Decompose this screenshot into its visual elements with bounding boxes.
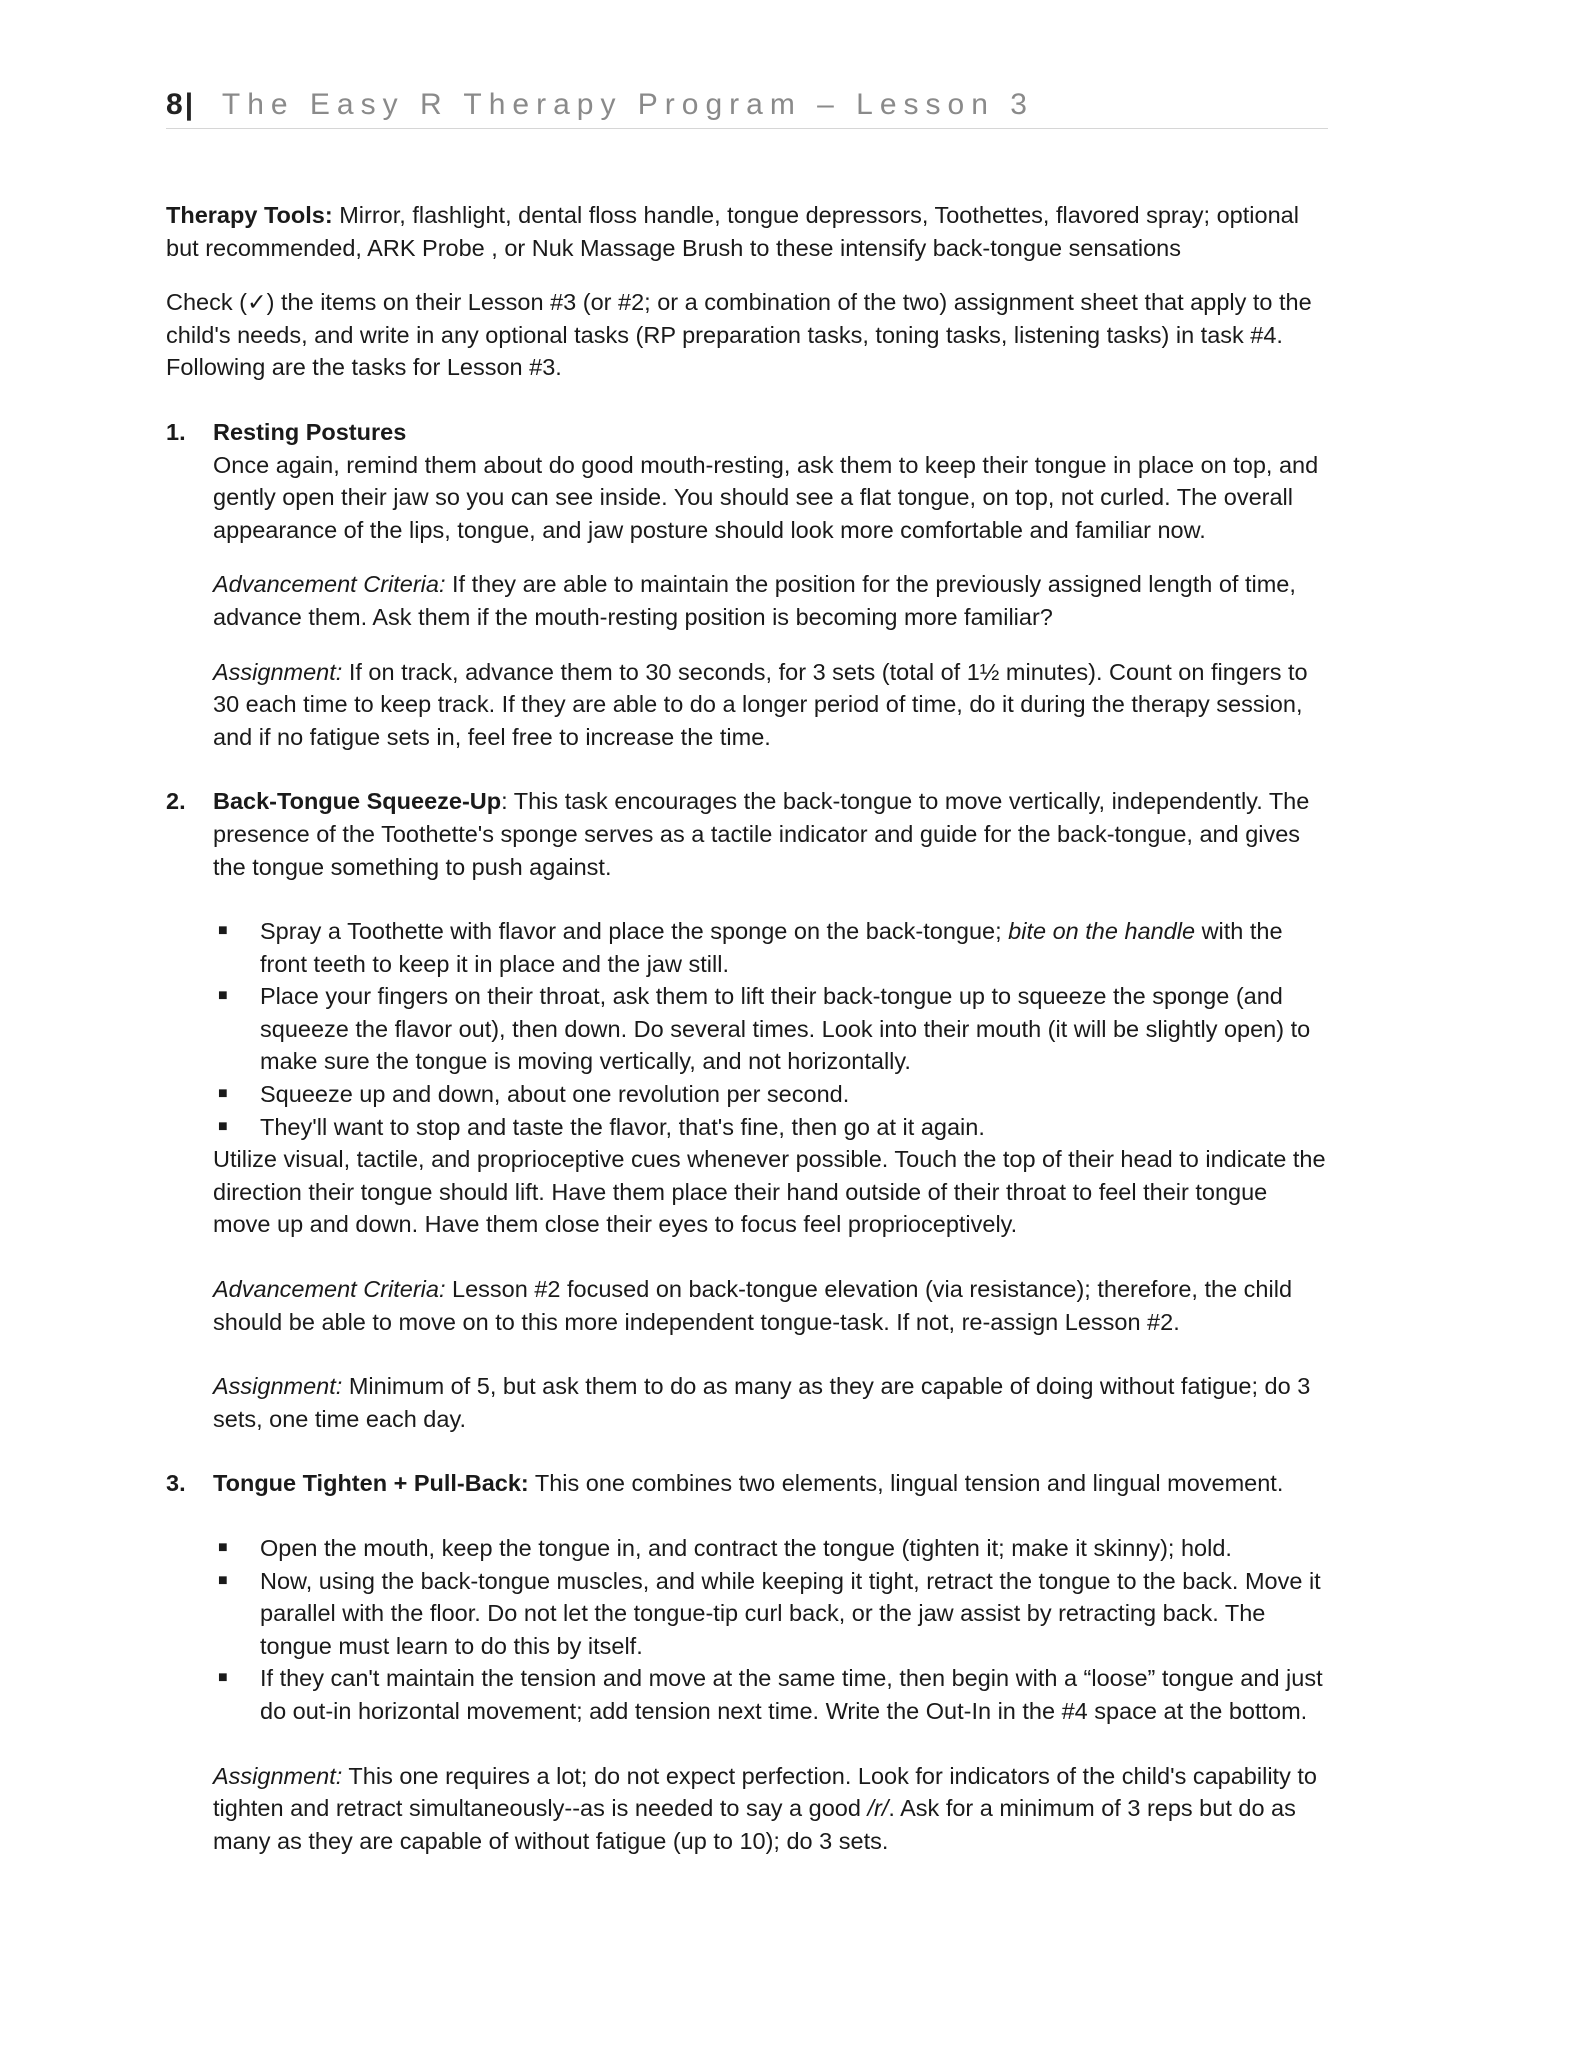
assignment xyxy=(213,1760,1328,1858)
bullet-icon: ■ xyxy=(218,987,228,1005)
assignment-text-cont: . Ask for a minimum of 3 reps but do as many as they are capable of without fatigue (up to 10); do 3 sets. xyxy=(213,1795,1296,1854)
therapy-tools-paragraph xyxy=(166,199,1328,264)
list-item xyxy=(213,915,1328,980)
bullet-icon: ■ xyxy=(218,1085,228,1103)
bullet-icon: ■ xyxy=(218,1117,228,1135)
page-content xyxy=(166,199,1328,1889)
list-item xyxy=(213,1078,1328,1111)
section-resting-postures xyxy=(166,416,1328,753)
bullet-icon: ■ xyxy=(218,922,228,940)
assignment-text: If on track, advance them to 30 seconds, for 3 sets (total of 1½ minutes). Count on fingers to 30 each time to keep track. If they are able to do a longer period of time, do it during the therapy session, and if no fatigue sets in, feel free to increase the time. xyxy=(213,658,1308,750)
section-intro xyxy=(213,1467,1328,1500)
criteria-text: If they are able to maintain the position for the previously assigned length of time, advance them. Ask them if the mouth-resting position is becoming more familiar? xyxy=(213,571,1296,630)
emphasis-text: bite on the handle xyxy=(1008,918,1196,945)
assignment-label: Assignment: xyxy=(213,1762,343,1789)
heading-colon: : xyxy=(501,788,508,815)
section-heading: Back-Tongue Squeeze-Up xyxy=(213,788,502,815)
bullet-text: Spray a Toothette with flavor and place the sponge on the back-tongue; xyxy=(260,918,1002,945)
page-number: 8 xyxy=(166,88,185,121)
section-tongue-tighten-pull-back xyxy=(166,1467,1328,1857)
section-intro xyxy=(213,785,1328,883)
bullet-text-cont: with the front teeth to keep it in place and the jaw still. xyxy=(260,918,1283,977)
section-heading: Resting Postures xyxy=(213,418,407,445)
section-number: 2. xyxy=(166,788,186,815)
cues-paragraph: Utilize visual, tactile, and proprioceptive cues whenever possible. Touch the top of their head to indicate the direction their tongue should lift. Have them place their hand outside of their throat to feel their tongue move up and down. Have them close their eyes to focus feel proprioceptively. xyxy=(213,1146,1326,1238)
bullet-text: Now, using the back-tongue muscles, and while keeping it tight, retract the tongue to the back. Move it parallel with the floor. Do not let the tongue-tip curl back, or the jaw assist by retracting back. The tongue must learn to do this by itself. xyxy=(260,1567,1321,1659)
advancement-criteria xyxy=(213,568,1328,633)
section-body: Once again, remind them about do good mouth-resting, ask them to keep their tongue in place on top, and gently open their jaw so you can see inside. You should see a flat tongue, on top, not curled. The overall appearance of the lips, tongue, and jaw posture should look more comfortable and familiar now. xyxy=(213,451,1319,543)
criteria-label: Advancement Criteria: xyxy=(213,1276,446,1303)
bullet-text: They'll want to stop and taste the flavor, that's fine, then go at it again. xyxy=(260,1113,985,1140)
page-header xyxy=(166,88,1328,129)
bullet-list xyxy=(213,915,1328,1143)
bullet-icon: ■ xyxy=(218,1539,228,1556)
section-number: 3. xyxy=(166,1470,186,1497)
check-instructions: Check (✓) the items on their Lesson #3 (or #2; or a combination of the two) assignment sheet that apply to the child's needs, and write in any optional tasks (RP preparation tasks, toning tasks, listening tasks) in task #4. Following are the tasks for Lesson #3. xyxy=(166,289,1312,381)
phoneme-r: /r/ xyxy=(867,1795,889,1822)
bullet-text: Squeeze up and down, about one revolution per second. xyxy=(260,1081,850,1108)
list-item xyxy=(213,1532,1328,1565)
assignment xyxy=(213,1370,1328,1435)
advancement-criteria xyxy=(213,1273,1328,1338)
bullet-list xyxy=(213,1532,1328,1728)
assignment xyxy=(213,656,1328,754)
assignment-label: Assignment: xyxy=(213,1373,343,1400)
section-intro-text: This task encourages the back-tongue to move vertically, independently. The presence of the Toothette's sponge serves as a tactile indicator and guide for the back-tongue, and gives the tongue something to push against. xyxy=(213,788,1310,880)
bullet-text: Place your fingers on their throat, ask them to lift their back-tongue up to squeeze the sponge (and squeeze the flavor out), then down. Do several times. Look into their mouth (it will be slightly open) to make sure the tongue is moving vertically, and not horizontally. xyxy=(260,983,1311,1075)
list-item xyxy=(213,980,1328,1078)
section-number: 1. xyxy=(166,418,186,445)
section-heading: Tongue Tighten + Pull-Back: xyxy=(213,1470,529,1497)
therapy-tools-label: Therapy Tools: xyxy=(166,202,333,228)
criteria-label: Advancement Criteria: xyxy=(213,571,446,598)
section-back-tongue-squeeze-up xyxy=(166,785,1328,1435)
bullet-text: Open the mouth, keep the tongue in, and contract the tongue (tighten it; make it skinny); hold. xyxy=(260,1535,1232,1561)
bullet-icon: ■ xyxy=(218,1669,228,1687)
list-item xyxy=(213,1565,1328,1663)
therapy-tools-text: Mirror, flashlight, dental floss handle, tongue depressors, Toothettes, flavored spray; optional but recommended, ARK Probe , or Nuk Massage Brush to these intensify back-tongue sensations xyxy=(166,202,1299,261)
document-title: The Easy R Therapy Program – Lesson 3 xyxy=(221,88,1034,121)
assignment-label: Assignment: xyxy=(213,658,343,685)
list-item xyxy=(213,1662,1328,1727)
assignment-text: This one requires a lot; do not expect perfection. Look for indicators of the child's capability to tighten and retract simultaneously--as is needed to say a good xyxy=(213,1762,1317,1822)
bullet-icon: ■ xyxy=(218,1571,228,1589)
criteria-text: Lesson #2 focused on back-tongue elevation (via resistance); therefore, the child should be able to move on to this more independent tongue-task. If not, re-assign Lesson #2. xyxy=(213,1276,1293,1335)
assignment-text: Minimum of 5, but ask them to do as many as they are capable of doing without fatigue; do 3 sets, one time each day. xyxy=(213,1373,1311,1432)
list-item xyxy=(213,1111,1328,1144)
header-separator: | xyxy=(184,88,194,121)
section-intro-text: This one combines two elements, lingual tension and lingual movement. xyxy=(534,1470,1284,1497)
bullet-text: If they can't maintain the tension and move at the same time, then begin with a “loose” tongue and just do out-in horizontal movement; add tension next time. Write the Out-In in the #4 space at the bottom. xyxy=(260,1665,1323,1724)
